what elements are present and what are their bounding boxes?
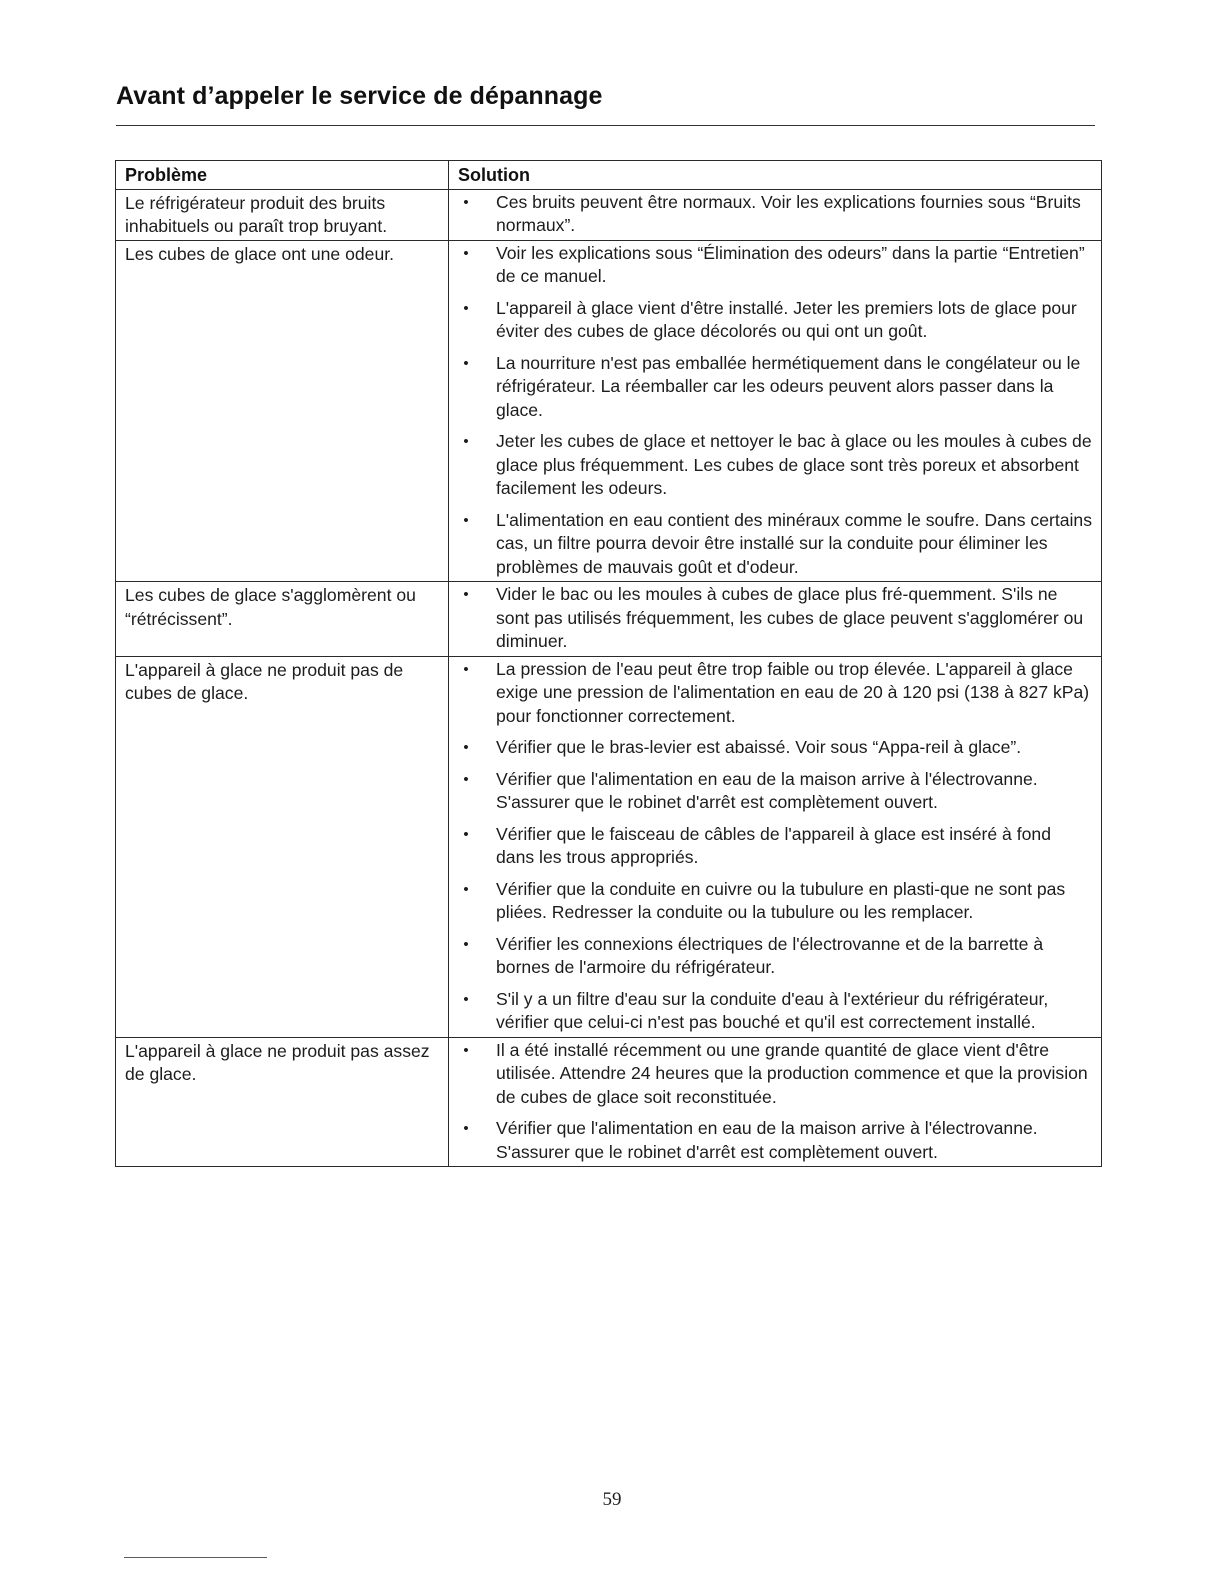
bullet-icon: • xyxy=(463,244,469,262)
solution-text: Vérifier que l'alimentation en eau de la maison arrive à l'électrovanne. S'assurer que le robinet d'arrêt est complètement ouvert. xyxy=(496,768,1038,812)
solution-list xyxy=(460,1039,1093,1165)
solution-item xyxy=(460,352,1093,423)
bullet-icon: • xyxy=(463,990,469,1008)
bullet-icon: • xyxy=(463,880,469,898)
bullet-icon: • xyxy=(463,739,469,756)
table-row xyxy=(116,240,1102,582)
solution-text: S'il y a un filtre d'eau sur la conduite d'eau à l'extérieur du réfrigérateur, vérifier que celui-ci n'est pas bouché et qu'il est correctement installé. xyxy=(496,988,1049,1032)
bullet-icon: • xyxy=(463,354,469,372)
bullet-icon: • xyxy=(463,586,469,603)
solution-text: La pression de l'eau peut être trop faible ou trop élevée. L'appareil à glace exige une pression de l'alimentation en eau de 20 à 120 psi (138 à 827 kPa) pour fonctionner correctement. xyxy=(496,658,1090,726)
solution-item xyxy=(460,583,1093,654)
solution-item xyxy=(460,191,1093,238)
solution-text: Vérifier que le bras-levier est abaissé. Voir sous “Appa-reil à glace”. xyxy=(496,737,1022,757)
table-row xyxy=(116,582,1102,657)
problem-cell: Les cubes de glace ont une odeur. xyxy=(116,240,449,582)
title-divider xyxy=(116,125,1095,126)
solution-item xyxy=(460,1039,1093,1110)
table-row xyxy=(116,189,1102,240)
solution-text: La nourriture n'est pas emballée hermétiquement dans le congélateur ou le réfrigérateur. La réemballer car les odeurs peuvent alors passer dans la glace. xyxy=(496,352,1081,420)
solution-text: Jeter les cubes de glace et nettoyer le bac à glace ou les moules à cubes de glace plus fréquemment. Les cubes de glace sont très poreux et absorbent facilement les odeurs. xyxy=(496,431,1092,498)
solution-item xyxy=(460,988,1093,1035)
bullet-icon: • xyxy=(463,770,469,788)
solution-item xyxy=(460,509,1093,580)
table-header-row xyxy=(116,161,1102,190)
solution-cell xyxy=(449,656,1102,1037)
troubleshooting-table xyxy=(115,160,1102,1167)
solution-cell xyxy=(449,1037,1102,1167)
solution-item xyxy=(460,768,1093,815)
table-row xyxy=(116,656,1102,1037)
bullet-icon: • xyxy=(463,935,469,953)
solution-list xyxy=(460,658,1093,1035)
bullet-icon: • xyxy=(463,299,469,317)
problem-cell: Le réfrigérateur produit des bruits inhabituels ou paraît trop bruyant. xyxy=(116,189,449,240)
solution-list xyxy=(460,583,1093,654)
solution-list xyxy=(460,242,1093,580)
solution-item xyxy=(460,823,1093,870)
solution-item xyxy=(460,658,1093,729)
solution-text: Ces bruits peuvent être normaux. Voir les explications fournies sous “Bruits normaux”. xyxy=(496,191,1081,235)
solution-text: Vérifier que l'alimentation en eau de la maison arrive à l'électrovanne. S'assurer que le robinet d'arrêt est complètement ouvert. xyxy=(496,1118,1038,1162)
bullet-icon: • xyxy=(463,511,469,529)
solution-item xyxy=(460,1117,1093,1164)
solution-list xyxy=(460,191,1093,238)
solution-text: Vérifier que la conduite en cuivre ou la tubulure en plasti-que ne sont pas pliées. Redresser la conduite ou la tubulure ou les remplacer. xyxy=(496,878,1066,922)
header-problem: Problème xyxy=(116,161,449,190)
bullet-icon: • xyxy=(463,660,469,678)
solution-text: Vérifier que le faisceau de câbles de l'appareil à glace est inséré à fond dans les trous appropriés. xyxy=(496,823,1051,867)
problem-cell: Les cubes de glace s'agglomèrent ou “rétrécissent”. xyxy=(116,582,449,657)
solution-item xyxy=(460,736,1093,760)
solution-text: Voir les explications sous “Élimination des odeurs” dans la partie “Entretien” de ce manuel. xyxy=(496,242,1085,286)
table-body xyxy=(116,189,1102,1167)
footer-divider xyxy=(124,1557,267,1558)
bullet-icon: • xyxy=(463,1120,469,1137)
solution-cell xyxy=(449,240,1102,582)
header-solution: Solution xyxy=(449,161,1102,190)
solution-text: Il a été installé récemment ou une grande quantité de glace vient d'être utilisée. Attendre 24 heures que la production commence et que la provision de cubes de glace soit reconstituée. xyxy=(496,1039,1088,1107)
bullet-icon: • xyxy=(463,825,469,843)
page-title: Avant d’appeler le service de dépannage xyxy=(116,82,603,110)
problem-cell: L'appareil à glace ne produit pas de cubes de glace. xyxy=(116,656,449,1037)
solution-cell xyxy=(449,582,1102,657)
solution-item xyxy=(460,297,1093,344)
problem-cell: L'appareil à glace ne produit pas assez de glace. xyxy=(116,1037,449,1167)
bullet-icon: • xyxy=(463,1041,469,1059)
table-row xyxy=(116,1037,1102,1167)
solution-cell xyxy=(449,189,1102,240)
solution-item xyxy=(460,430,1093,501)
solution-text: L'appareil à glace vient d'être installé. Jeter les premiers lots de glace pour éviter des cubes de glace décolorés ou qui ont un goût. xyxy=(496,297,1077,341)
solution-text: Vider le bac ou les moules à cubes de glace plus fré-quemment. S'ils ne sont pas utilisés fréquemment, les cubes de glace peuvent s'agglomérer ou diminuer. xyxy=(496,584,1084,651)
solution-item xyxy=(460,242,1093,289)
bullet-icon: • xyxy=(463,433,469,450)
solution-text: L'alimentation en eau contient des minéraux comme le soufre. Dans certains cas, un filtre pourra devoir être installé sur la conduite pour éliminer les problèmes de mauvais goût et d'odeur. xyxy=(496,509,1092,577)
bullet-icon: • xyxy=(463,193,469,211)
page-number: 59 xyxy=(602,1489,622,1510)
solution-item xyxy=(460,878,1093,925)
solution-item xyxy=(460,933,1093,980)
solution-text: Vérifier les connexions électriques de l'électrovanne et de la barrette à bornes de l'armoire du réfrigérateur. xyxy=(496,933,1044,977)
